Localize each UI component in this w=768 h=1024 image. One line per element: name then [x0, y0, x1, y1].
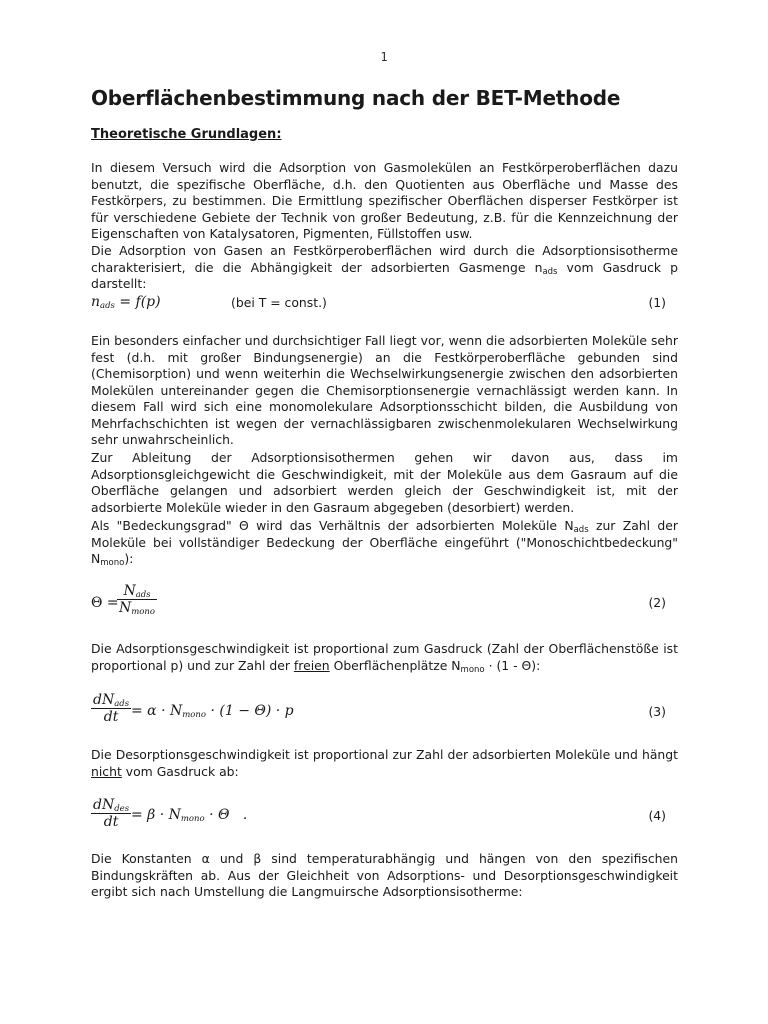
paragraph-langmuir: Die Konstanten α und β sind temperaturabhängig und hängen von den spezifischen Bindungskräften ab. Aus der Gleichheit von Adsorptions- und Desorptionsgeschwindigkeit ergibt sich nach Umstellung die Langmuirsche Adsorptionsisotherme:	[91, 851, 678, 899]
equation-1-condition: (bei T = const.)	[231, 295, 327, 310]
paragraph-adsorption-rate: Die Adsorptionsgeschwindigkeit ist proportional zum Gasdruck (Zahl der Oberflächenstöße ist proportional p) und zur Zahl der freien Oberflächenplätze $N_{mono} \cdot (1 - \Theta)$:	[91, 641, 678, 675]
equation-1-number: (1)	[648, 295, 666, 310]
paragraph-derivation: Zur Ableitung der Adsorptionsisothermen gehen wir davon aus, dass im Adsorptionsgleichgewicht die Geschwindigkeit, mit der Moleküle aus dem Gasraum auf die Oberfläche gelangen und adsorbiert werden gleich der Geschwindigkeit ist, mit der adsorbierte Moleküle wieder in den Gasraum abgegeben (desorbiert) werden.	[91, 450, 678, 515]
equation-2-number: (2)	[648, 595, 666, 610]
page-number: 1	[380, 50, 388, 64]
equation-4-number: (4)	[648, 808, 666, 823]
equation-2: Θ = $N_{ads}$ $N_{mono}$ (2)	[91, 583, 666, 617]
equation-3: $dN_{ads}$ dt = $\alpha \cdot N_{mono} \cdot (1 - \Theta) \cdot p$ (3)	[93, 692, 666, 725]
paragraph-intro: In diesem Versuch wird die Adsorption von Gasmolekülen an Festkörperoberflächen dazu benutzt, die spezifische Oberfläche, d.h. den Quotienten aus Oberfläche und Masse des Festkörpers, zu bestimmen. Die Ermittlung spezifischer Oberflächen disperser Festkörper ist für verschiedene Gebiete der Technik von großer Bedeutung, z.B. für die Kennzeichnung der Eigenschaften von Katalysatoren, Pigmenten, Füllstoffen usw.	[91, 160, 678, 241]
equation-3-number: (3)	[648, 704, 666, 719]
equation-4: $dN_{des}$ dt = $\beta \cdot N_{mono} \cdot \Theta$ . (4)	[93, 797, 666, 830]
equation-1: $n_{ads} = f(p)$ (bei T = const.) (1)	[91, 294, 666, 311]
paragraph-desorption-rate: Die Desorptionsgeschwindigkeit ist proportional zur Zahl der adsorbierten Moleküle und hängt nicht vom Gasdruck ab:	[91, 747, 678, 779]
paragraph-coverage: Als "Bedeckungsgrad" Θ wird das Verhältnis der adsorbierten Moleküle $N_{ads}$ zur Zahl der Moleküle bei vollständiger Bedeckung der Oberfläche eingeführt ("Monoschichtbedeckung" $N_{mono}$):	[91, 518, 678, 568]
section-heading: Theoretische Grundlagen:	[91, 127, 282, 142]
document-title: Oberflächenbestimmung nach der BET-Methode	[91, 86, 621, 110]
paragraph-chemisorption: Ein besonders einfacher und durchsichtiger Fall liegt vor, wenn die adsorbierten Moleküle sehr fest (d.h. mit großer Bindungsenergie) an die Festkörperoberfläche gebunden sind (Chemisorption) und wenn weiterhin die Wechselwirkungsenergie zwischen den adsorbierten Molekülen untereinander gegen die Chemisorptionsenergie vernachlässigt werden kann. In diesem Fall wird sich eine monomolekulare Adsorptionsschicht bilden, die Ausbildung von Mehrfachschichten ist wegen der vernachlässigbaren zwischenmolekularen Wechselwirkung sehr unwahrscheinlich.	[91, 333, 678, 447]
paragraph-isotherm: Die Adsorption von Gasen an Festkörperoberflächen wird durch die Adsorptionsisotherme charakterisiert, die die Abhängigkeit der adsorbierten Gasmenge $n_{ads}$ vom Gasdruck p darstellt:	[91, 243, 678, 291]
